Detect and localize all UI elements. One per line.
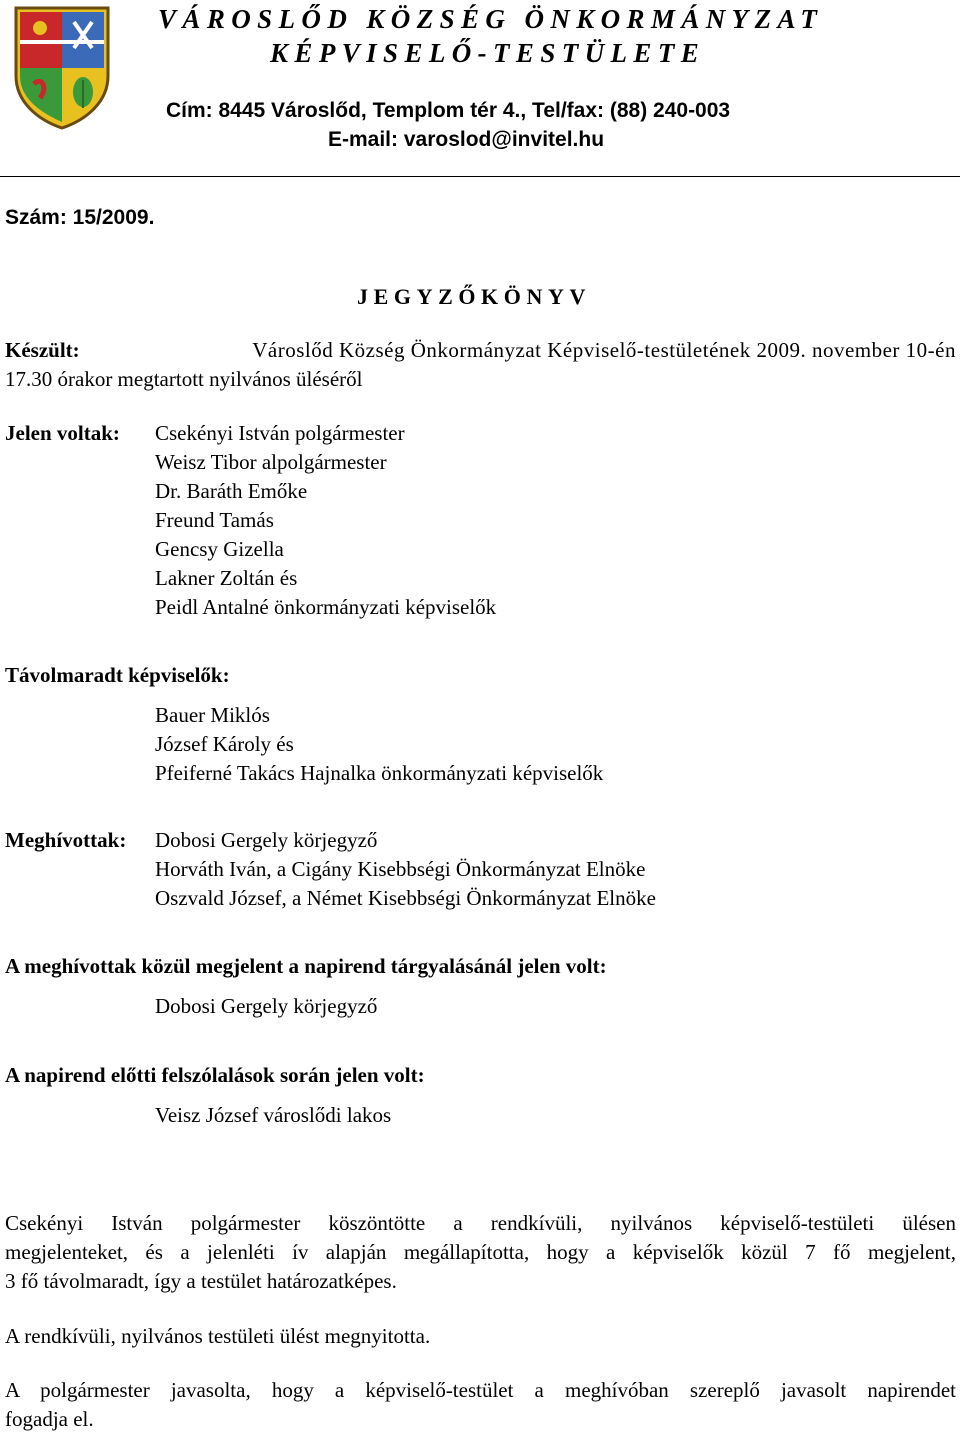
present-name: Gencsy Gizella — [155, 537, 284, 561]
invited-present-name: Dobosi Gergely körjegyző — [155, 994, 378, 1018]
paragraph-line: A polgármester javasolta, hogy a képviselő-testület a meghívóban szereplő javasolt napirendet — [5, 1378, 956, 1402]
absent-label: Távolmaradt képviselők: — [5, 663, 230, 687]
document-title: JEGYZŐKÖNYV — [357, 284, 591, 309]
paragraph-agenda — [5, 1376, 956, 1434]
invited-name: Dobosi Gergely körjegyző — [155, 828, 378, 852]
present-name: Freund Tamás — [155, 508, 274, 532]
made-line1: Városlőd Község Önkormányzat Képviselő-testületének 2009. november 10-én — [252, 338, 956, 362]
made-line2: 17.30 órakor megtartott nyilvános üléséről — [5, 367, 363, 391]
header-email: E-mail: varoslod@invitel.hu — [328, 128, 605, 151]
invited-name: Oszvald József, a Német Kisebbségi Önkormányzat Elnöke — [155, 886, 656, 910]
header-title-line1: VÁROSLŐD KÖZSÉG ÖNKORMÁNYZAT — [158, 4, 824, 34]
invited-name: Horváth Iván, a Cigány Kisebbségi Önkormányzat Elnöke — [155, 857, 646, 881]
paragraph-opened: A rendkívüli, nyilvános testületi ülést megnyitotta. — [5, 1324, 431, 1348]
pre-agenda-name: Veisz József városlődi lakos — [155, 1103, 392, 1127]
absent-name: József Károly és — [155, 732, 294, 756]
present-name: Peidl Antalné önkormányzati képviselők — [155, 595, 497, 619]
absent-name: Pfeiferné Takács Hajnalka önkormányzati képviselők — [155, 761, 604, 785]
paragraph-line: fogadja el. — [5, 1407, 94, 1431]
present-name: Csekényi István polgármester — [155, 421, 405, 445]
absent-name: Bauer Miklós — [155, 703, 270, 727]
paragraph-line: 3 fő távolmaradt, így a testület határozatképes. — [5, 1269, 397, 1293]
present-name: Dr. Baráth Emőke — [155, 479, 308, 503]
present-name: Lakner Zoltán és — [155, 566, 298, 590]
header-address: Cím: 8445 Városlőd, Templom tér 4., Tel/fax: (88) 240-003 — [166, 99, 731, 122]
invited-present-label: A meghívottak közül megjelent a napirend tárgyalásánál jelen volt: — [5, 954, 607, 978]
coat-of-arms-logo — [12, 4, 112, 130]
paragraph-line: megjelenteket, és a jelenléti ív alapján megállapította, hogy a képviselők közül 7 fő megjelent, — [5, 1240, 956, 1264]
present-name: Weisz Tibor alpolgármester — [155, 450, 387, 474]
paragraph-opening — [5, 1209, 956, 1296]
pre-agenda-label: A napirend előtti felszólalások során jelen volt: — [5, 1063, 425, 1087]
made-block — [5, 336, 956, 394]
document-number: Szám: 15/2009. — [5, 206, 155, 229]
header-divider — [0, 176, 960, 177]
header-title-line2: KÉPVISELŐ-TESTÜLETE — [270, 38, 706, 68]
paragraph-line: Csekényi István polgármester köszöntötte a rendkívüli, nyilvános képviselő-testületi ülésen — [5, 1211, 956, 1235]
present-label: Jelen voltak: — [5, 421, 120, 445]
made-label: Készült: — [5, 338, 80, 362]
invited-label: Meghívottak: — [5, 828, 127, 852]
